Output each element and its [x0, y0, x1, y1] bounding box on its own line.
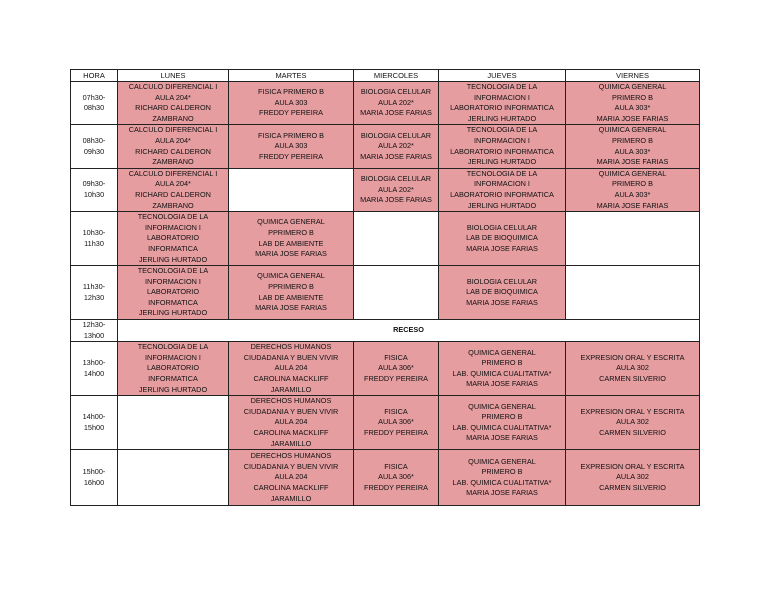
empty-cell	[354, 212, 439, 266]
class-cell-text: FISICA AULA 306* FREDDY PEREIRA	[364, 352, 428, 384]
class-cell	[229, 396, 354, 450]
class-cell-text: EXPRESION ORAL Y ESCRITA AULA 302 CARMEN SILVERIO	[580, 352, 685, 384]
schedule-row	[71, 125, 700, 168]
header-hora: HORA	[71, 70, 118, 82]
class-cell-text: BIOLOGIA CELULAR AULA 202* MARIA JOSE FARIAS	[360, 87, 432, 118]
class-cell-text: QUIMICA GENERAL PRIMERO B AULA 303* MARIA JOSE FARIAS	[596, 125, 669, 167]
class-cell	[439, 396, 566, 450]
hour-cell	[71, 396, 118, 450]
class-cell	[354, 125, 439, 168]
class-cell-text: FISICA PRIMERO B AULA 303 FREDDY PEREIRA	[257, 130, 325, 161]
hour-label: 15h00- 16h00	[82, 467, 106, 487]
class-cell	[229, 82, 354, 125]
class-cell	[439, 82, 566, 125]
class-cell-text: EXPRESION ORAL Y ESCRITA AULA 302 CARMEN SILVERIO	[580, 406, 685, 437]
schedule-row	[71, 82, 700, 125]
class-cell-text: TECNOLOGIA DE LA INFORMACION I LABORATORIO INFORMATICA JERLING HURTADO	[450, 125, 554, 167]
schedule-row	[71, 342, 700, 396]
class-cell	[566, 125, 700, 168]
class-cell-text: FISICA AULA 306* FREDDY PEREIRA	[364, 406, 428, 437]
hour-label: 14h00- 15h00	[82, 412, 106, 432]
class-cell-text: BIOLOGIA CELULAR AULA 202* MARIA JOSE FARIAS	[360, 174, 432, 205]
class-cell	[566, 342, 700, 396]
hour-label: 08h30- 09h30	[82, 135, 106, 156]
empty-cell	[354, 266, 439, 320]
header-day-viernes: VIERNES	[566, 70, 700, 82]
class-cell-text: QUIMICA GENERAL PRIMERO B AULA 303* MARIA JOSE FARIAS	[596, 168, 669, 210]
hour-label: 09h30- 10h30	[82, 179, 106, 199]
empty-cell	[566, 266, 700, 320]
recess-cell: RECESO	[118, 320, 700, 342]
class-cell-text: EXPRESION ORAL Y ESCRITA AULA 302 CARMEN SILVERIO	[580, 461, 685, 492]
header-row	[71, 70, 700, 82]
schedule-row	[71, 212, 700, 266]
hour-cell	[71, 82, 118, 125]
hour-cell	[71, 266, 118, 320]
class-cell-text: TECNOLOGIA DE LA INFORMACION I LABORATORIO INFORMATICA JERLING HURTADO	[450, 82, 554, 123]
header-day-miercoles: MIERCOLES	[354, 70, 439, 82]
class-cell	[354, 168, 439, 211]
hour-cell	[71, 125, 118, 168]
class-cell	[566, 82, 700, 125]
hour-cell	[71, 168, 118, 211]
class-cell-text: QUIMICA GENERAL PPRIMERO B LAB DE AMBIENTE MARIA JOSE FARIAS	[255, 217, 327, 259]
schedule-row	[71, 450, 700, 506]
class-schedule-table	[70, 69, 700, 506]
class-cell	[439, 212, 566, 266]
class-cell	[566, 168, 700, 211]
class-cell-text: DERECHOS HUMANOS CIUDADANIA Y BUEN VIVIR AULA 204 CAROLINA MACKLIFF JARAMILLO	[243, 396, 339, 448]
class-cell-text: FISICA AULA 306* FREDDY PEREIRA	[364, 461, 428, 492]
schedule-body	[71, 82, 700, 506]
class-cell	[118, 266, 229, 320]
class-cell	[118, 82, 229, 125]
hour-label: 10h30- 11h30	[82, 228, 106, 248]
class-cell-text: TECNOLOGIA DE LA INFORMACION I LABORATORIO INFORMATICA JERLING HURTADO	[137, 266, 209, 318]
class-cell-text: TECNOLOGIA DE LA INFORMACION I LABORATORIO INFORMATICA JERLING HURTADO	[450, 168, 554, 210]
class-cell-text: QUIMICA GENERAL PRIMERO B LAB. QUIMICA CUALITATIVA* MARIA JOSE FARIAS	[452, 456, 552, 498]
class-cell	[354, 342, 439, 396]
class-cell-text: QUIMICA GENERAL PRIMERO B LAB. QUIMICA CUALITATIVA* MARIA JOSE FARIAS	[452, 401, 552, 443]
schedule-row	[71, 168, 700, 211]
class-cell	[439, 342, 566, 396]
class-cell	[566, 396, 700, 450]
hour-cell	[71, 342, 118, 396]
class-cell	[439, 168, 566, 211]
class-cell	[229, 342, 354, 396]
class-cell-text: TECNOLOGIA DE LA INFORMACION I LABORATORIO INFORMATICA JERLING HURTADO	[137, 212, 209, 264]
class-cell-text: BIOLOGIA CELULAR LAB DE BIOQUIMICA MARIA JOSE FARIAS	[466, 276, 538, 307]
class-cell	[566, 450, 700, 506]
class-cell	[439, 266, 566, 320]
hour-label: 12h30- 13h00	[82, 320, 106, 340]
hour-label: 07h30- 08h30	[82, 92, 106, 113]
class-cell-text: DERECHOS HUMANOS CIUDADANIA Y BUEN VIVIR AULA 204 CAROLINA MACKLIFF JARAMILLO	[243, 342, 339, 394]
class-cell-text: FISICA PRIMERO B AULA 303 FREDDY PEREIRA	[257, 87, 325, 118]
empty-cell	[566, 212, 700, 266]
class-cell	[439, 450, 566, 506]
class-cell	[229, 125, 354, 168]
class-cell-text: CALCULO DIFERENCIAL I AULA 204* RICHARD CALDERON ZAMBRANO	[128, 82, 218, 123]
class-cell	[229, 266, 354, 320]
hour-cell	[71, 212, 118, 266]
empty-cell	[229, 168, 354, 211]
class-cell-text: CALCULO DIFERENCIAL I AULA 204* RICHARD CALDERON ZAMBRANO	[128, 125, 218, 167]
class-cell-text: BIOLOGIA CELULAR LAB DE BIOQUIMICA MARIA JOSE FARIAS	[466, 222, 538, 253]
class-cell-text: QUIMICA GENERAL PPRIMERO B LAB DE AMBIENTE MARIA JOSE FARIAS	[255, 271, 327, 313]
class-cell	[118, 125, 229, 168]
hour-label: 11h30- 12h30	[82, 281, 106, 302]
class-cell-text: QUIMICA GENERAL PRIMERO B LAB. QUIMICA CUALITATIVA* MARIA JOSE FARIAS	[452, 347, 552, 389]
class-cell-text: CALCULO DIFERENCIAL I AULA 204* RICHARD CALDERON ZAMBRANO	[128, 168, 218, 210]
schedule-row	[71, 396, 700, 450]
empty-cell	[118, 450, 229, 506]
class-cell	[354, 82, 439, 125]
class-cell	[354, 450, 439, 506]
class-cell	[354, 396, 439, 450]
hour-label: 13h00- 14h00	[82, 358, 106, 378]
class-cell-text: DERECHOS HUMANOS CIUDADANIA Y BUEN VIVIR AULA 204 CAROLINA MACKLIFF JARAMILLO	[243, 451, 339, 503]
empty-cell	[118, 396, 229, 450]
header-day-jueves: JUEVES	[439, 70, 566, 82]
class-cell	[118, 342, 229, 396]
class-cell-text: BIOLOGIA CELULAR AULA 202* MARIA JOSE FARIAS	[360, 130, 432, 161]
hour-cell	[71, 320, 118, 342]
class-cell-text: QUIMICA GENERAL PRIMERO B AULA 303* MARIA JOSE FARIAS	[596, 82, 669, 123]
class-cell	[118, 168, 229, 211]
class-cell-text: TECNOLOGIA DE LA INFORMACION I LABORATORIO INFORMATICA JERLING HURTADO	[137, 342, 209, 394]
class-cell	[229, 212, 354, 266]
class-cell	[229, 450, 354, 506]
header-day-martes: MARTES	[229, 70, 354, 82]
schedule-row	[71, 320, 700, 342]
class-cell	[118, 212, 229, 266]
hour-cell	[71, 450, 118, 506]
header-day-lunes: LUNES	[118, 70, 229, 82]
schedule-row	[71, 266, 700, 320]
class-cell	[439, 125, 566, 168]
